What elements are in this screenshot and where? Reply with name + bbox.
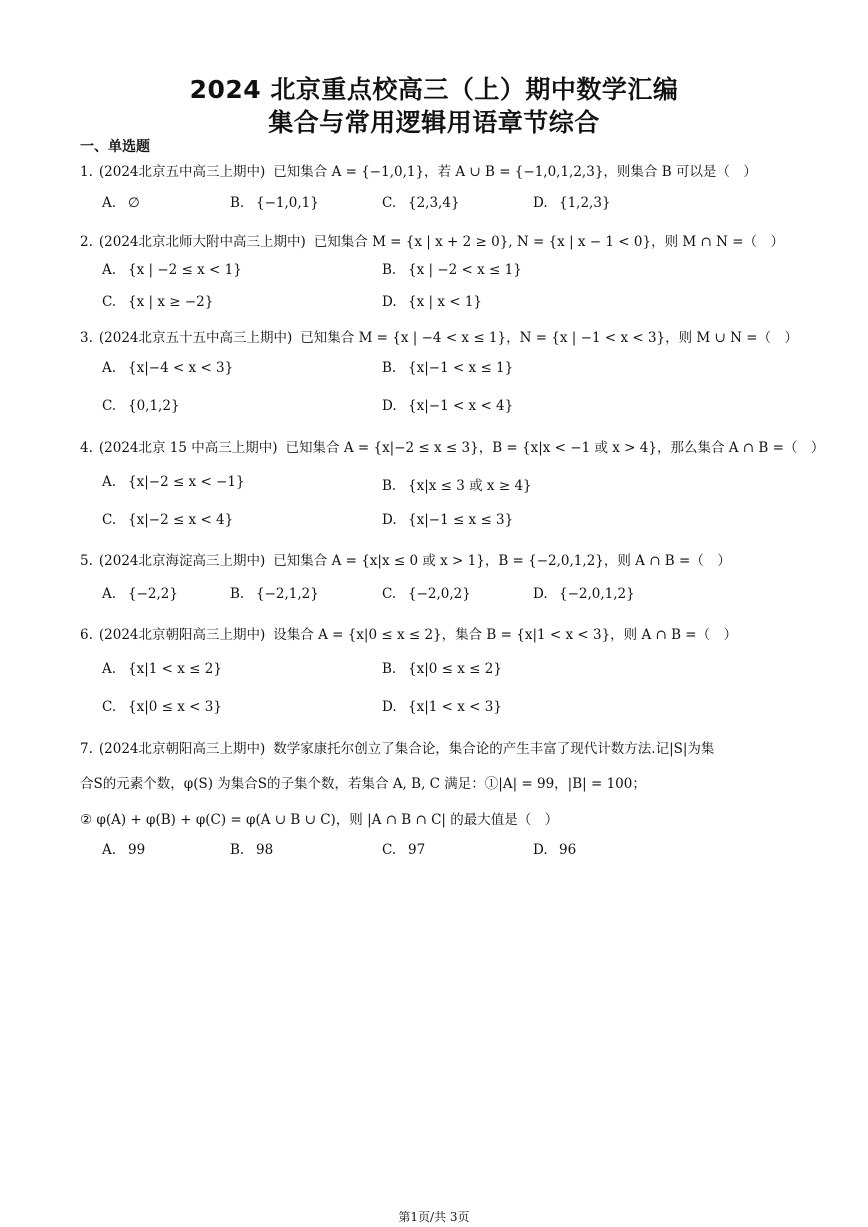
option-b[interactable] (382, 661, 502, 677)
option-c[interactable] (102, 398, 180, 414)
option-label: C. (102, 699, 117, 715)
option-a[interactable] (102, 661, 222, 677)
option-label: C. (382, 842, 397, 858)
question-source: (2024北京五中高三上期中) (98, 164, 266, 180)
question-source: (2024北京朝阳高三上期中) (98, 627, 266, 643)
option-label: C. (382, 195, 397, 211)
question-5 (80, 549, 731, 569)
option-text: {−2,0,1,2} (559, 586, 635, 602)
option-label: A. (102, 262, 117, 278)
question-stem-line1: 数学家康托尔创立了集合论，集合论的产生丰富了现代计数方法.记|S|为集 (273, 741, 715, 757)
option-b[interactable] (382, 262, 522, 278)
question-stem-line3: ② φ(A) + φ(B) + φ(C) = φ(A ∪ B ∪ C)，则 |A ∩ B ∩ C| 的最大值是（ ） (80, 812, 559, 828)
option-b[interactable] (230, 195, 319, 211)
option-c[interactable] (102, 512, 233, 528)
option-b[interactable] (382, 360, 513, 376)
option-label: C. (382, 586, 397, 602)
option-text: {x|−1 < x ≤ 1} (408, 360, 514, 376)
option-b[interactable] (230, 586, 319, 602)
option-label: A. (102, 360, 117, 376)
option-c[interactable] (102, 699, 222, 715)
option-label: D. (382, 512, 397, 528)
option-a[interactable] (102, 360, 233, 376)
option-d[interactable] (382, 512, 513, 528)
document-subtitle: 集合与常用逻辑用语章节综合 (268, 108, 600, 137)
question-1 (80, 160, 757, 180)
option-label: D. (533, 586, 548, 602)
document-title: 2024 北京重点校高三（上）期中数学汇编 (189, 75, 679, 104)
option-label: B. (382, 661, 397, 677)
option-text: {x|0 ≤ x ≤ 2} (408, 661, 502, 677)
option-text: {x | x ≥ −2} (128, 294, 214, 310)
section-heading: 一、单选题 (80, 139, 150, 155)
question-stem: 已知集合 M = {x | x + 2 ≥ 0}, N = {x | x − 1 < 0}，则 M ∩ N =（ ） (313, 234, 785, 250)
option-text: {1,2,3} (559, 195, 611, 211)
option-a[interactable] (102, 262, 242, 278)
option-text: {x | −2 ≤ x < 1} (128, 262, 242, 278)
question-6 (80, 623, 737, 643)
option-a[interactable] (102, 474, 245, 490)
question-stem: 设集合 A = {x|0 ≤ x ≤ 2}，集合 B = {x|1 < x < 3}，则 A ∩ B =（ ） (273, 627, 738, 643)
option-label: B. (230, 195, 245, 211)
option-label: B. (382, 262, 397, 278)
option-a[interactable] (102, 842, 145, 858)
page-footer: 第1页/共 3页 (398, 1210, 470, 1224)
option-text: {x|0 ≤ x < 3} (128, 699, 222, 715)
option-text: 97 (408, 842, 426, 858)
option-text: {x | x < 1} (408, 294, 483, 310)
option-c[interactable] (382, 195, 460, 211)
option-label: A. (102, 586, 117, 602)
option-label: D. (382, 699, 397, 715)
question-source: (2024北京北师大附中高三上期中) (98, 234, 306, 250)
option-label: A. (102, 842, 117, 858)
option-text: {−2,2} (128, 586, 178, 602)
question-4 (80, 436, 824, 456)
question-number: 1. (80, 164, 93, 180)
option-text: {x|−2 ≤ x < −1} (128, 474, 245, 490)
option-a[interactable] (102, 195, 140, 211)
option-text: {x|−1 ≤ x ≤ 3} (408, 512, 514, 528)
option-text: {x|1 < x < 3} (408, 699, 502, 715)
question-number: 3. (80, 330, 93, 346)
option-text: {x|−2 ≤ x < 4} (128, 512, 234, 528)
option-text: {x|x ≤ 3 或 x ≥ 4} (408, 478, 532, 494)
option-text: {x|−4 < x < 3} (128, 360, 234, 376)
option-c[interactable] (382, 586, 471, 602)
question-stem: 已知集合 A = {−1,0,1}，若 A ∪ B = {−1,0,1,2,3}，则集合 B 可以是（ ） (273, 164, 757, 180)
option-d[interactable] (533, 195, 611, 211)
option-text: {x | −2 < x ≤ 1} (408, 262, 522, 278)
option-text: 96 (559, 842, 577, 858)
option-label: B. (382, 478, 397, 494)
option-label: C. (102, 294, 117, 310)
option-text: {x|−1 < x < 4} (408, 398, 514, 414)
question-number: 5. (80, 553, 93, 569)
option-label: C. (102, 512, 117, 528)
option-text: 98 (256, 842, 274, 858)
question-stem: 已知集合 A = {x|−2 ≤ x ≤ 3}，B = {x|x < −1 或 x > 4}，那么集合 A ∩ B =（ ） (285, 440, 825, 456)
option-d[interactable] (533, 842, 576, 858)
option-label: B. (230, 842, 245, 858)
option-label: B. (230, 586, 245, 602)
question-number: 4. (80, 440, 93, 456)
option-label: A. (102, 195, 117, 211)
question-stem-line2: 合S的元素个数，φ(S) 为集合S的子集个数，若集合 A, B, C 满足：①|A| = 99，|B| = 100； (80, 776, 646, 792)
option-a[interactable] (102, 586, 178, 602)
option-label: C. (102, 398, 117, 414)
question-source: (2024北京海淀高三上期中) (98, 553, 266, 569)
question-source: (2024北京五十五中高三上期中) (98, 330, 293, 346)
option-label: D. (533, 195, 548, 211)
option-text: {−2,0,2} (408, 586, 471, 602)
question-source: (2024北京朝阳高三上期中) (98, 741, 266, 757)
question-7 (80, 737, 714, 757)
option-label: D. (382, 294, 397, 310)
option-d[interactable] (382, 294, 482, 310)
option-c[interactable] (102, 294, 213, 310)
option-label: D. (382, 398, 397, 414)
option-d[interactable] (533, 586, 635, 602)
option-label: A. (102, 474, 117, 490)
option-text: {−2,1,2} (256, 586, 319, 602)
option-text: 99 (128, 842, 146, 858)
option-label: A. (102, 661, 117, 677)
question-stem: 已知集合 M = {x | −4 < x ≤ 1}，N = {x | −1 < x < 3}，则 M ∪ N =（ ） (300, 330, 799, 346)
question-source: (2024北京 15 中高三上期中) (98, 440, 278, 456)
option-text: {2,3,4} (408, 195, 460, 211)
option-d[interactable] (382, 398, 513, 414)
option-b[interactable] (230, 842, 273, 858)
question-number: 2. (80, 234, 93, 250)
question-2 (80, 230, 784, 250)
option-text: {x|1 < x ≤ 2} (128, 661, 222, 677)
option-text: ∅ (128, 195, 140, 211)
option-label: D. (533, 842, 548, 858)
option-label: B. (382, 360, 397, 376)
question-3 (80, 326, 798, 346)
option-text: {−1,0,1} (256, 195, 319, 211)
option-b[interactable] (382, 474, 532, 494)
option-text: {0,1,2} (128, 398, 180, 414)
option-c[interactable] (382, 842, 425, 858)
question-number: 7. (80, 741, 93, 757)
option-d[interactable] (382, 699, 502, 715)
question-number: 6. (80, 627, 93, 643)
question-stem: 已知集合 A = {x|x ≤ 0 或 x > 1}，B = {−2,0,1,2}，则 A ∩ B =（ ） (273, 553, 731, 569)
